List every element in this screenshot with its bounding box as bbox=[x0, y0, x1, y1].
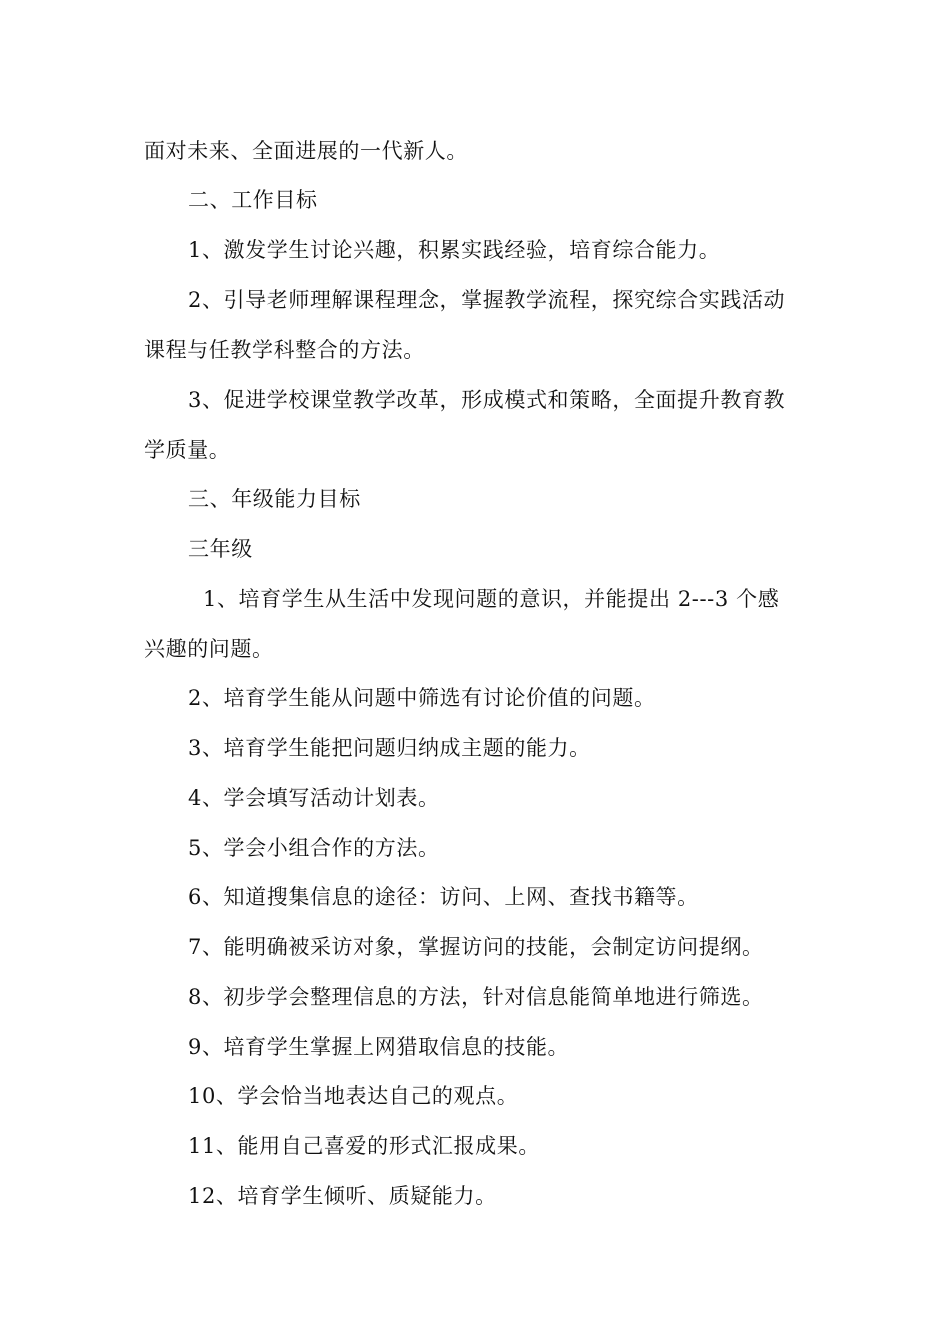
list-item-continuation: 学质量。 bbox=[144, 438, 231, 462]
list-item: 6、知道搜集信息的途径：访问、上网、查找书籍等。 bbox=[188, 885, 699, 909]
list-item: 8、初步学会整理信息的方法，针对信息能简单地进行筛选。 bbox=[188, 985, 764, 1009]
list-item: 2、培育学生能从问题中筛选有讨论价值的问题。 bbox=[188, 686, 656, 710]
list-item: 1、培育学生从生活中发现问题的意识，并能提出 2---3 个感 bbox=[203, 587, 780, 611]
list-item: 10、学会恰当地表达自己的观点。 bbox=[188, 1084, 519, 1108]
list-item-continuation: 兴趣的问题。 bbox=[144, 637, 274, 661]
list-item: 9、培育学生掌握上网猎取信息的技能。 bbox=[188, 1035, 570, 1059]
list-item: 11、能用自己喜爱的形式汇报成果。 bbox=[188, 1134, 540, 1158]
section-heading-grade-goals: 三、年级能力目标 bbox=[188, 487, 361, 511]
list-item: 3、促进学校课堂教学改革，形成模式和策略，全面提升教育教 bbox=[188, 388, 786, 412]
section-heading-work-goals: 二、工作目标 bbox=[188, 188, 318, 212]
list-item: 5、学会小组合作的方法。 bbox=[188, 836, 440, 860]
list-item-continuation: 课程与任教学科整合的方法。 bbox=[144, 338, 425, 362]
list-item: 4、学会填写活动计划表。 bbox=[188, 786, 440, 810]
subheading-grade-three: 三年级 bbox=[188, 537, 253, 561]
list-item: 7、能明确被采访对象，掌握访问的技能，会制定访问提纲。 bbox=[188, 935, 764, 959]
list-item: 2、引导老师理解课程理念，掌握教学流程，探究综合实践活动 bbox=[188, 288, 786, 312]
list-item: 12、培育学生倾听、质疑能力。 bbox=[188, 1184, 497, 1208]
list-item: 1、激发学生讨论兴趣，积累实践经验，培育综合能力。 bbox=[188, 238, 721, 262]
paragraph-line: 面对未来、全面进展的一代新人。 bbox=[144, 139, 468, 163]
list-item: 3、培育学生能把问题归纳成主题的能力。 bbox=[188, 736, 591, 760]
